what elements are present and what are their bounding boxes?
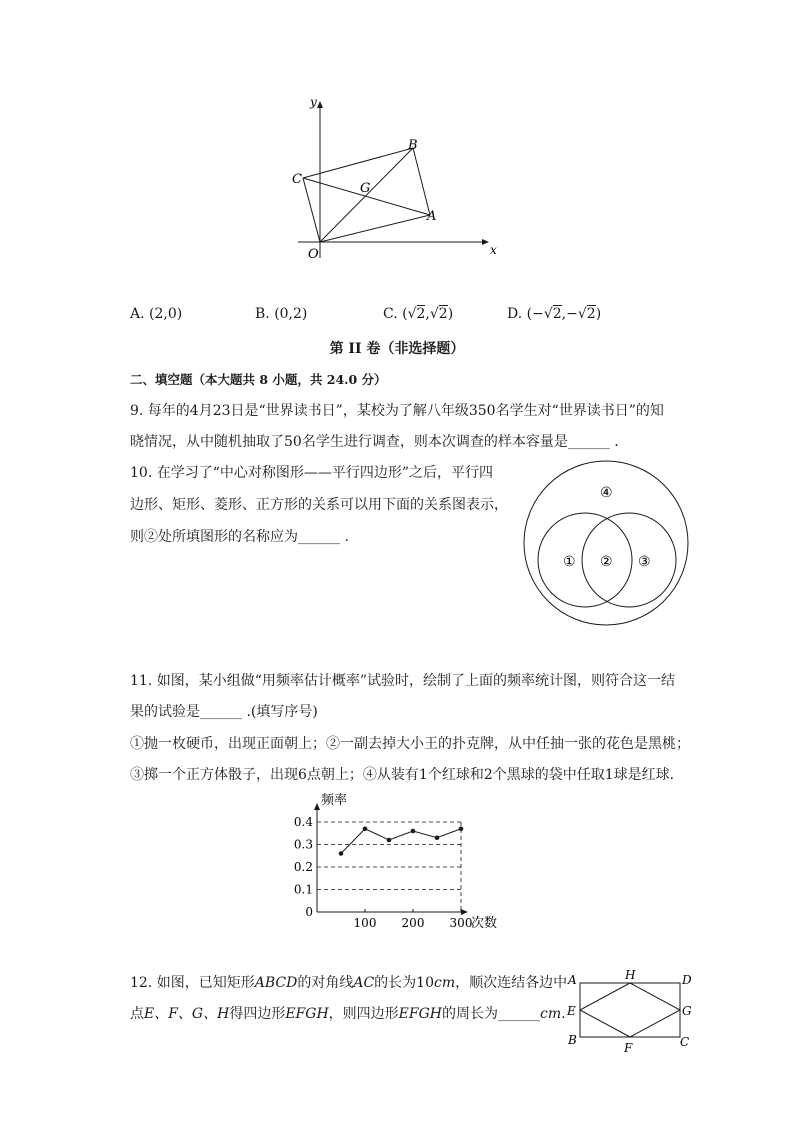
q10-line-2: 边形、矩形、菱形、正方形的关系可以用下面的关系图表示， xyxy=(130,497,508,513)
coordinate-figure xyxy=(280,90,510,265)
q12-text-1a: 12. 如图，已知矩形 xyxy=(130,975,255,991)
vertex-E-label: E xyxy=(567,1004,576,1018)
venn-right-circle xyxy=(582,513,676,607)
option-c xyxy=(383,306,453,322)
q12-text-2b: 得四边形 xyxy=(229,1006,286,1022)
option-d-sep: ,− xyxy=(561,306,578,322)
q12-text-2c: ，则四边形 xyxy=(328,1006,399,1022)
option-c-radicand-1: 2 xyxy=(416,306,426,322)
q9-line-2: 晓情况，从中随机抽取了50名学生进行调查，则本次调查的样本容量是______ . xyxy=(130,434,619,450)
q12-abcd: ABCD xyxy=(254,975,298,991)
option-c-radicand-2: 2 xyxy=(438,306,448,322)
q12-cm-unit-2: cm xyxy=(539,1006,562,1022)
q12-text-1b: 的对角线 xyxy=(297,975,354,991)
x-axis-label: x xyxy=(490,243,497,257)
option-d-suffix: ) xyxy=(595,306,602,322)
venn-label-1: ① xyxy=(563,554,576,570)
vertex-F-label: F xyxy=(624,1041,633,1055)
vertex-A-label: A xyxy=(568,973,577,987)
chart-x-label: 次数 xyxy=(471,916,498,931)
q12-line-2 xyxy=(130,1003,566,1023)
point-G-label: G xyxy=(360,181,371,196)
chart-y-tick-label: 0.2 xyxy=(293,860,313,874)
point-B-label: B xyxy=(408,138,418,153)
chart-data-point xyxy=(363,826,368,831)
q12-text-2a: 点 xyxy=(130,1006,144,1022)
option-c-sep: , xyxy=(425,306,430,322)
section-title: 二、填空题（本大题共 8 小题，共 24.0 分） xyxy=(130,372,387,387)
origin-label: O xyxy=(308,247,319,262)
chart-x-tick-label: 200 xyxy=(401,916,425,930)
venn-label-4: ④ xyxy=(600,485,613,501)
q10-line-3: 则②处所填图形的名称应为______ . xyxy=(130,529,349,545)
q11-line-1: 11. 如图，某小组做“用频率估计概率”试验时，绘制了上面的频率统计图，则符合这一结 xyxy=(130,673,676,689)
point-A-label: A xyxy=(427,209,437,224)
venn-label-2: ② xyxy=(600,554,613,570)
chart-x-tick-label: 300 xyxy=(449,916,473,930)
q11-line-4: ③掷一个正方体骰子，出现6点朝上；④从装有1个红球和2个黑球的袋中任取1球是红球． xyxy=(130,767,684,783)
q12-line-1 xyxy=(130,972,567,992)
venn-label-3: ③ xyxy=(638,554,651,570)
option-a: A. (2,0) xyxy=(130,306,183,322)
chart-data-point xyxy=(411,829,416,834)
venn-diagram xyxy=(520,460,695,628)
part-title: 第 II 卷（非选择题） xyxy=(329,341,465,357)
option-d xyxy=(507,306,601,322)
vertex-H-label: H xyxy=(625,968,636,982)
rectangle-ABCD xyxy=(580,983,680,1037)
vertex-C-label: C xyxy=(680,1035,690,1049)
q12-efgh-list: E、F、G、H xyxy=(144,1006,230,1022)
vertex-B-label: B xyxy=(568,1033,577,1047)
frequency-chart xyxy=(285,790,515,935)
q12-text-2e: . xyxy=(561,1006,566,1022)
vertex-D-label: D xyxy=(682,973,692,987)
sqrt-icon: √ xyxy=(407,306,417,322)
option-c-suffix: ) xyxy=(447,306,454,322)
q11-line-3: ①抛一枚硬币，出现正面朝上；②一副去掉大小王的扑克牌，从中任抽一张的花色是黑桃； xyxy=(130,736,690,752)
chart-y-tick-label: 0.1 xyxy=(293,882,313,897)
q12-text-1c: 的长为10 xyxy=(374,975,434,991)
chart-data-point xyxy=(435,835,440,840)
q12-efgh-2: EFGH xyxy=(398,1006,442,1022)
q11-line-2: 果的试验是______ .(填写序号) xyxy=(130,704,318,720)
q10-line-1: 10. 在学习了“中心对称图形——平行四边形”之后，平行四 xyxy=(130,465,494,481)
option-c-prefix: C. ( xyxy=(383,306,408,322)
chart-data-point xyxy=(339,851,344,856)
q12-text-2d: 的周长为______ xyxy=(441,1006,540,1022)
chart-y-tick-label: 0.4 xyxy=(293,815,313,829)
option-d-radicand-2: 2 xyxy=(586,306,596,322)
quadrilateral-EFGH xyxy=(580,983,680,1037)
option-d-radicand-1: 2 xyxy=(552,306,562,322)
rectangle-figure xyxy=(562,966,702,1058)
q9-line-1: 9. 每年的4月23日是“世界读书日”，某校为了解八年级350名学生对“世界读书日”的知 xyxy=(130,403,664,419)
chart-data-point xyxy=(459,826,464,831)
q12-cm-unit-1: cm xyxy=(433,975,456,991)
sqrt-icon: √ xyxy=(543,306,553,322)
option-d-prefix: D. (− xyxy=(507,306,544,322)
chart-y-label: 频率 xyxy=(321,793,348,808)
chart-series-line xyxy=(341,829,461,854)
sqrt-icon: √ xyxy=(429,306,439,322)
y-axis-label: y xyxy=(310,95,317,109)
point-C-label: C xyxy=(292,172,302,187)
option-b: B. (0,2) xyxy=(255,306,308,322)
q12-efgh-1: EFGH xyxy=(285,1006,329,1022)
sqrt-icon: √ xyxy=(577,306,587,322)
chart-x-tick-label: 100 xyxy=(353,916,377,930)
chart-y-tick-label: 0.3 xyxy=(293,837,313,852)
q12-ac: AC xyxy=(353,975,375,991)
q12-text-1d: ，顺次连结各边中 xyxy=(455,975,568,991)
chart-y-tick-label: 0 xyxy=(305,905,313,919)
chart-data-point xyxy=(387,838,392,843)
vertex-G-label: G xyxy=(682,1004,692,1018)
venn-left-circle xyxy=(538,513,632,607)
